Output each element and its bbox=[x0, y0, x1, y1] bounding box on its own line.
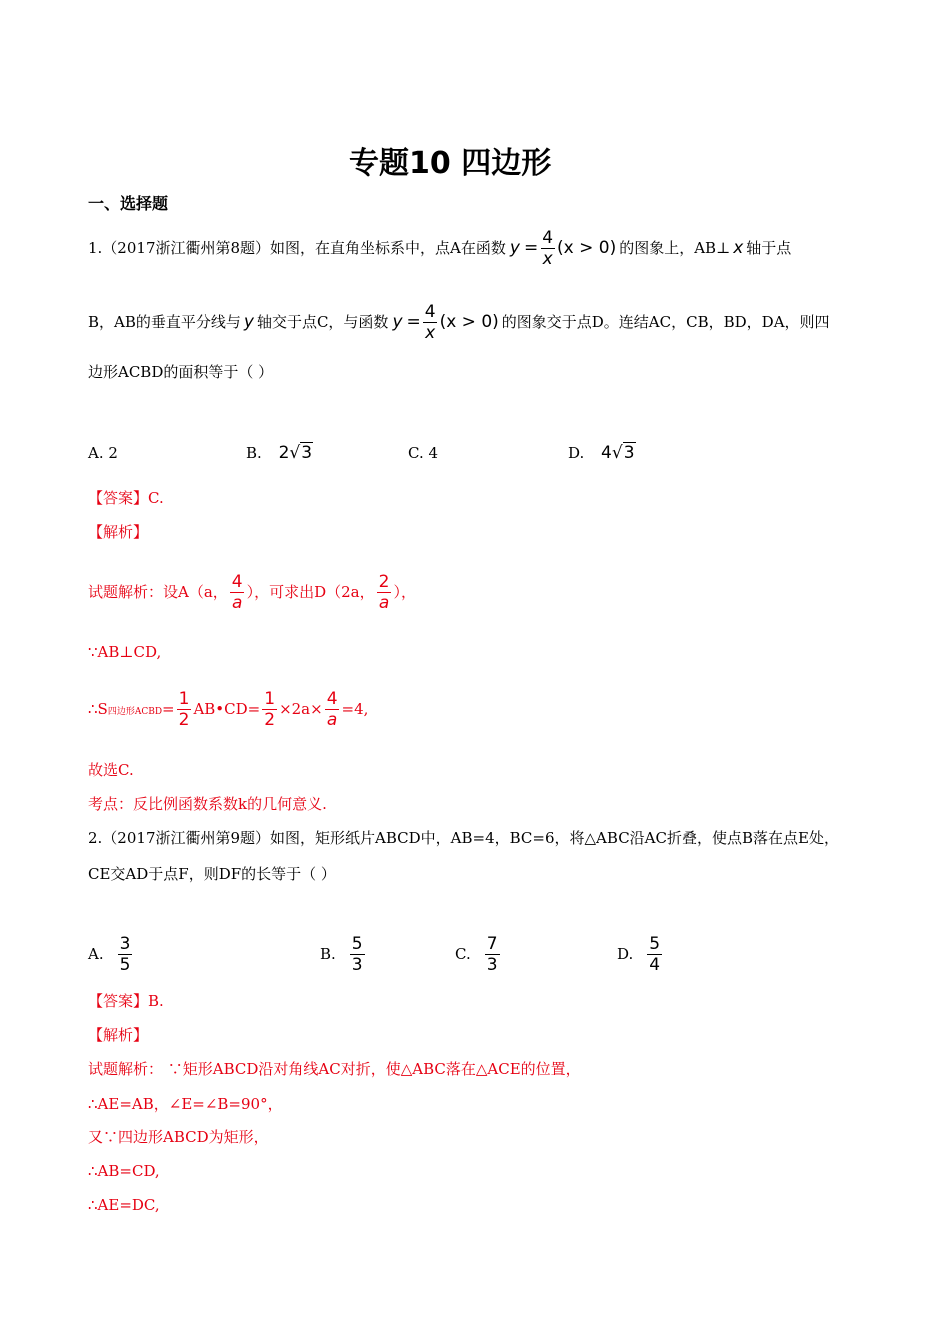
q1-solution-3: ∴S 四边形ACBD = $\frac{1}{2}$ AB•CD= $\frac{1}{2}$ ×2a× $\frac{4}{a}$ =4, bbox=[88, 688, 369, 730]
func-fraction: $\frac{4}{x}$ bbox=[542, 227, 554, 269]
q2-solution-1: 试题解析： ∵矩形ABCD沿对角线AC对折，使△ABC落在△ACE的位置， bbox=[88, 1060, 581, 1078]
q1-solution-1: 试题解析：设A（a， $\frac{4}{a}$ ），可求出D（2a， $\frac{2}{a}$ ）， bbox=[88, 571, 416, 613]
y-var: y bbox=[243, 312, 254, 332]
q1-option-d: D. 4√3 bbox=[568, 443, 635, 463]
func-eq-2: = bbox=[406, 312, 421, 332]
page-title: 专题10 四边形 bbox=[349, 146, 552, 181]
q2-option-d: D. $\frac{5}{4}$ bbox=[617, 933, 661, 975]
q2-analysis-tag: 【解析】 bbox=[88, 1026, 149, 1044]
q1-line-2 bbox=[88, 302, 830, 342]
q1-text-b: 的图象上，AB⊥ bbox=[619, 239, 731, 257]
q2-option-a: A. $\frac{3}{5}$ bbox=[88, 933, 131, 975]
q1-option-b: B. 2√3 bbox=[246, 443, 313, 463]
q2-option-c: C. $\frac{7}{3}$ bbox=[455, 933, 498, 975]
q1-line-3: 边形ACBD的面积等于（ ） bbox=[88, 363, 274, 381]
q1-analysis-tag: 【解析】 bbox=[88, 523, 149, 541]
section-heading: 一、选择题 bbox=[88, 194, 169, 213]
q1-text-a: 1.（2017浙江衢州第8题）如图，在直角坐标系中，点A在函数 bbox=[88, 239, 506, 257]
q1-line-1 bbox=[88, 228, 791, 268]
func-eq: = bbox=[523, 238, 539, 258]
func-fraction-2: $\frac{4}{x}$ bbox=[424, 301, 436, 343]
q1-option-a: A. 2 bbox=[88, 444, 118, 462]
func-condition-2: (x > 0) bbox=[439, 312, 499, 332]
func-condition: (x > 0) bbox=[557, 238, 617, 258]
q2-answer: 【答案】B. bbox=[88, 992, 164, 1010]
q1-solution-4: 故选C. bbox=[88, 761, 134, 779]
q1-text-2c: 的图象交于点D。连结AC，CB，BD，DA，则四 bbox=[501, 313, 830, 331]
q2-solution-5: ∴AE=DC, bbox=[88, 1196, 160, 1214]
q1-text-c: 轴于点 bbox=[746, 239, 792, 257]
q1-kaodian: 考点：反比例函数系数k的几何意义. bbox=[88, 795, 327, 813]
q1-text-2a: B，AB的垂直平分线与 bbox=[88, 313, 241, 331]
q2-line-1: 2.（2017浙江衢州第9题）如图，矩形纸片ABCD中，AB=4，BC=6，将△ABC沿AC折叠，使点B落在点E处， bbox=[88, 829, 839, 847]
q1-answer: 【答案】C. bbox=[88, 489, 164, 507]
q2-option-b: B. $\frac{5}{3}$ bbox=[320, 933, 363, 975]
q1-option-c: C. 4 bbox=[408, 444, 439, 462]
q2-solution-4: ∴AB=CD, bbox=[88, 1162, 160, 1180]
func-y: y bbox=[509, 238, 520, 258]
q2-solution-3: 又∵四边形ABCD为矩形， bbox=[88, 1128, 269, 1146]
func-y-2: y bbox=[392, 312, 403, 332]
q2-line-2: CE交AD于点F，则DF的长等于（ ） bbox=[88, 865, 336, 883]
x-var: x bbox=[733, 238, 744, 258]
q1-solution-2: ∵AB⊥CD, bbox=[88, 643, 162, 661]
q2-solution-2: ∴AE=AB，∠E=∠B=90°， bbox=[88, 1095, 283, 1113]
q1-text-2b: 轴交于点C，与函数 bbox=[256, 313, 389, 331]
